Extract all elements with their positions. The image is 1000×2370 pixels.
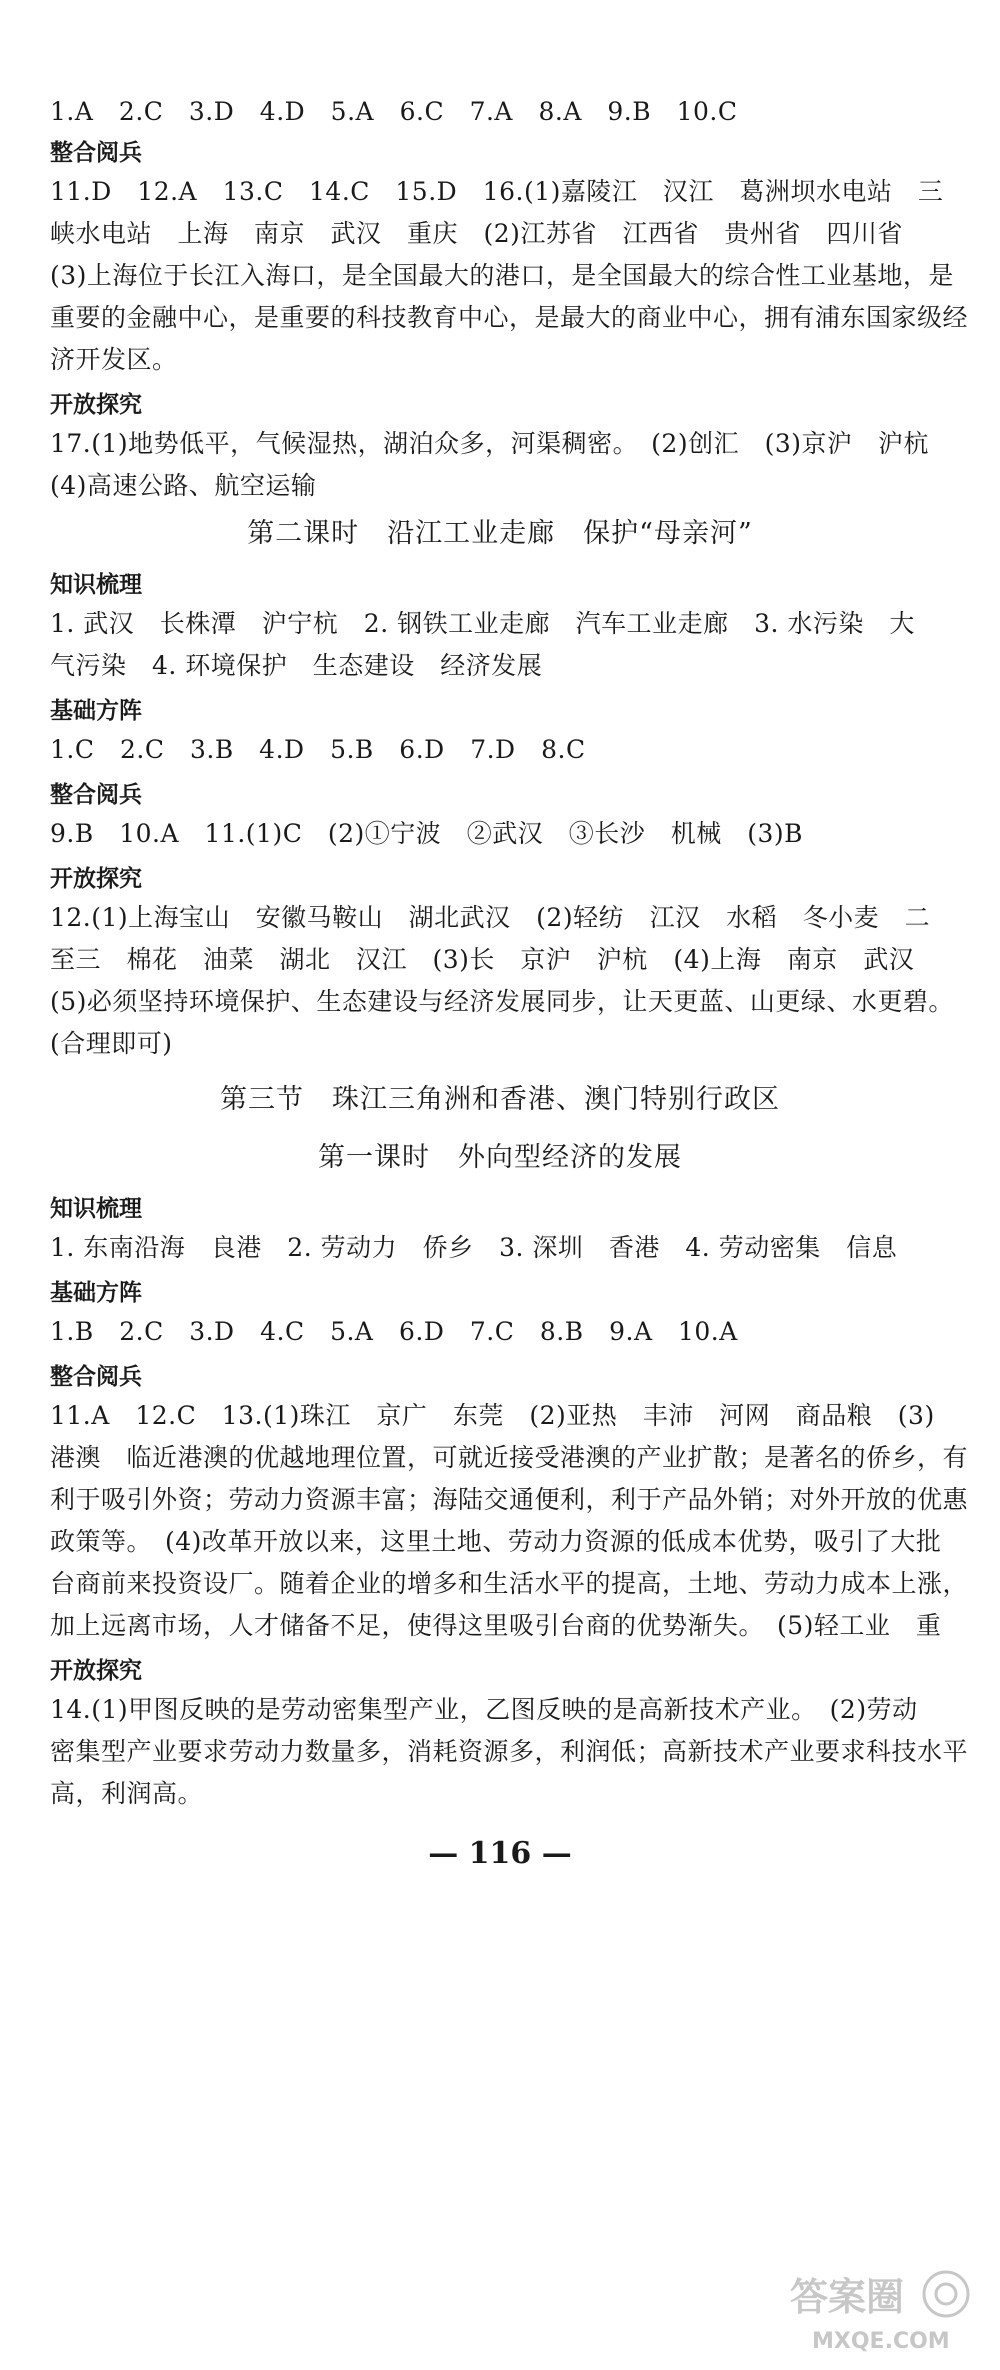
answer-line: 高，利润高。 (50, 1779, 204, 1808)
heading-kaifang-tanjiu: 开放探究 (50, 866, 142, 892)
answer-line: 1.B 2.C 3.D 4.C 5.A 6.D 7.C 8.B 9.A 10.A (50, 1317, 738, 1346)
answer-line: 政策等。 (4)改革开放以来，这里土地、劳动力资源的低成本优势，吸引了大批 (50, 1527, 942, 1556)
lesson-title: 第一课时 外向型经济的发展 (318, 1142, 682, 1173)
heading-jichu-fangzhen: 基础方阵 (50, 1280, 142, 1306)
lesson-title: 第二课时 沿江工业走廊 保护“母亲河” (247, 518, 753, 549)
heading-jichu-fangzhen: 基础方阵 (50, 698, 142, 724)
answer-line: 重要的金融中心，是重要的科技教育中心，是最大的商业中心，拥有浦东国家级经 (50, 303, 969, 332)
answer-line: 峡水电站 上海 南京 武汉 重庆 (2)江苏省 江西省 贵州省 四川省 (50, 219, 903, 248)
page-number: — 116 — (428, 1836, 572, 1871)
answer-line: 密集型产业要求劳动力数量多，消耗资源多，利润低；高新技术产业要求科技水平 (50, 1737, 969, 1766)
answer-line: (5)必须坚持环境保护、生态建设与经济发展同步，让天更蓝、山更绿、水更碧。 (50, 987, 954, 1016)
answers-1-10: 1.A 2.C 3.D 4.D 5.A 6.C 7.A 8.A 9.B 10.C (50, 97, 738, 126)
watermark-text-en: MXQE.COM (812, 2329, 950, 2354)
answer-line: 加上远离市场，人才储备不足，使得这里吸引台商的优势渐失。 (5)轻工业 重 (50, 1611, 942, 1640)
answer-line: 12.(1)上海宝山 安徽马鞍山 湖北武汉 (2)轻纺 江汉 水稻 冬小麦 二 (50, 903, 931, 932)
answer-line: 利于吸引外资；劳动力资源丰富；海陆交通便利，利于产品外销；对外开放的优惠 (50, 1485, 969, 1514)
answer-line: 11.A 12.C 13.(1)珠江 京广 东莞 (2)亚热 丰沛 河网 商品粮 (3) (50, 1401, 935, 1430)
answer-line: 11.D 12.A 13.C 14.C 15.D 16.(1)嘉陵江 汉江 葛洲坝水电站 三 (50, 177, 944, 206)
heading-zhenghe-yuebing: 整合阅兵 (50, 782, 142, 808)
answer-line: 1. 武汉 长株潭 沪宁杭 2. 钢铁工业走廊 汽车工业走廊 3. 水污染 大 (50, 609, 915, 638)
answer-line: 台商前来投资设厂。随着企业的增多和生活水平的提高，土地、劳动力成本上涨， (50, 1569, 969, 1598)
watermark-text-cn: 答案圈 (790, 2275, 905, 2319)
watermark-logo-icon (782, 2260, 982, 2356)
heading-zhenghe-yuebing: 整合阅兵 (50, 1364, 142, 1390)
answer-line: 至三 棉花 油菜 湖北 汉江 (3)长 京沪 沪杭 (4)上海 南京 武汉 (50, 945, 915, 974)
heading-zhishi-shuli: 知识梳理 (50, 1196, 142, 1222)
heading-zhenghe-yuebing: 整合阅兵 (50, 140, 142, 166)
answer-line: 14.(1)甲图反映的是劳动密集型产业，乙图反映的是高新技术产业。 (2)劳动 (50, 1695, 918, 1724)
answer-line: (合理即可) (50, 1029, 173, 1058)
heading-kaifang-tanjiu: 开放探究 (50, 392, 142, 418)
heading-zhishi-shuli: 知识梳理 (50, 572, 142, 598)
answer-line: 17.(1)地势低平，气候湿热，湖泊众多，河渠稠密。 (2)创汇 (3)京沪 沪杭 (50, 429, 929, 458)
answer-line: 港澳 临近港澳的优越地理位置，可就近接受港澳的产业扩散；是著名的侨乡，有 (50, 1443, 969, 1472)
section-title: 第三节 珠江三角洲和香港、澳门特别行政区 (220, 1084, 780, 1115)
answer-line: (4)高速公路、航空运输 (50, 471, 317, 500)
answer-line: 1.C 2.C 3.B 4.D 5.B 6.D 7.D 8.C (50, 735, 586, 764)
answer-line: 济开发区。 (50, 345, 178, 374)
answer-line: 气污染 4. 环境保护 生态建设 经济发展 (50, 651, 543, 680)
heading-kaifang-tanjiu: 开放探究 (50, 1658, 142, 1684)
answer-line: 1. 东南沿海 良港 2. 劳动力 侨乡 3. 深圳 香港 4. 劳动密集 信息 (50, 1233, 898, 1262)
answer-line: (3)上海位于长江入海口，是全国最大的港口，是全国最大的综合性工业基地，是 (50, 261, 954, 290)
answer-line: 9.B 10.A 11.(1)C (2)①宁波 ②武汉 ③长沙 机械 (3)B (50, 819, 804, 848)
